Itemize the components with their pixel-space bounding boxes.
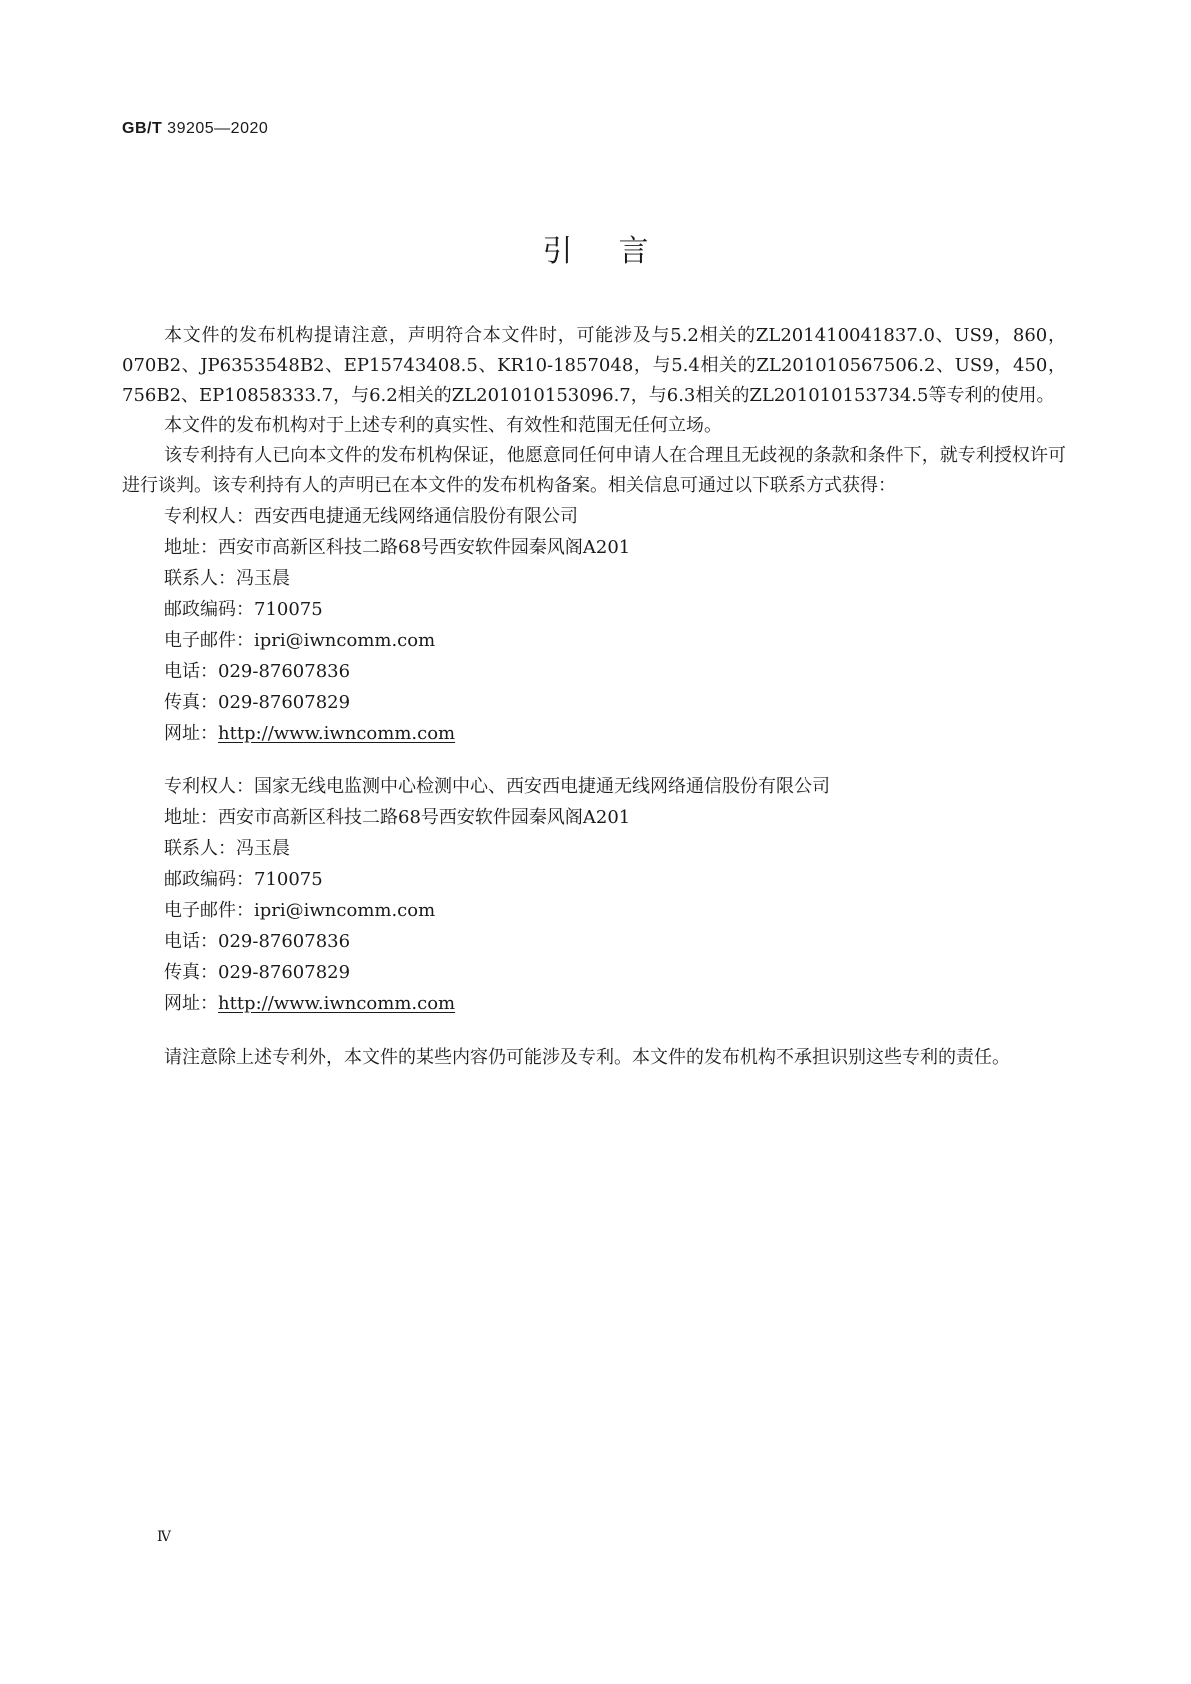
holder2-contact: 联系人：冯玉晨 [164,838,290,859]
closing-paragraph: 请注意除上述专利外，本文件的某些内容仍可能涉及专利。本文件的发布机构不承担识别这些专利的责任。 [164,1047,1010,1068]
holder1-email: 电子邮件：ipri@iwncomm.com [164,630,436,651]
holder1-postcode: 邮政编码：710075 [164,599,323,620]
website-label: 网址： [164,723,218,744]
holder2-address: 地址：西安市高新区科技二路68号西安软件园秦风阁A201 [164,807,631,828]
holder2-fax: 传真：029-87607829 [164,962,351,983]
website-link[interactable]: http://www.iwncomm.com [218,723,456,744]
standard-prefix: GB/T [122,120,163,137]
holder1-address: 地址：西安市高新区科技二路68号西安软件园秦风阁A201 [164,537,631,558]
standard-number: 39205—2020 [167,120,269,137]
position-paragraph: 本文件的发布机构对于上述专利的真实性、有效性和范围无任何立场。 [164,415,722,436]
holder1-contact: 联系人：冯玉晨 [164,568,290,589]
holder1-fax: 传真：029-87607829 [164,692,351,713]
website-link[interactable]: http://www.iwncomm.com [218,993,456,1014]
section-spacer [122,749,1066,771]
holder1-website [122,718,1066,749]
holder1-patentee: 专利权人：西安西电捷通无线网络通信股份有限公司 [164,506,578,527]
holder2-patentee: 专利权人：国家无线电监测中心检测中心、西安西电捷通无线网络通信股份有限公司 [164,776,830,797]
section-spacer [122,1019,1066,1043]
holder2-phone: 电话：029-87607836 [164,931,351,952]
website-label: 网址： [164,993,218,1014]
patent-statement-paragraph: 本文件的发布机构提请注意，声明符合本文件时，可能涉及与5.2相关的ZL201410041837.0、US9，860，070B2、JP6353548B2、EP15743408.5、KR10-1857048，与5.4相关的ZL201010567506.2、US9，450，756B2、EP10858333.7，与6.2相关的ZL201010153096.7，与6.3相关的ZL201010153734.5等专利的使用。 [122,325,1066,406]
patent-holder-1 [122,501,1066,749]
holder2-website [122,988,1066,1019]
page-title: 引言 [542,234,695,269]
holder1-phone: 电话：029-87607836 [164,661,351,682]
document-code [122,120,268,138]
licensing-paragraph: 该专利持有人已向本文件的发布机构保证，他愿意同任何申请人在合理且无歧视的条款和条件下，就专利授权许可进行谈判。该专利持有人的声明已在本文件的发布机构备案。相关信息可通过以下联系方式获得： [122,445,1066,496]
document-body [122,321,1066,1073]
holder2-email: 电子邮件：ipri@iwncomm.com [164,900,436,921]
patent-holder-2 [122,771,1066,1019]
holder2-postcode: 邮政编码：710075 [164,869,323,890]
page-number: Ⅳ [157,1529,171,1545]
